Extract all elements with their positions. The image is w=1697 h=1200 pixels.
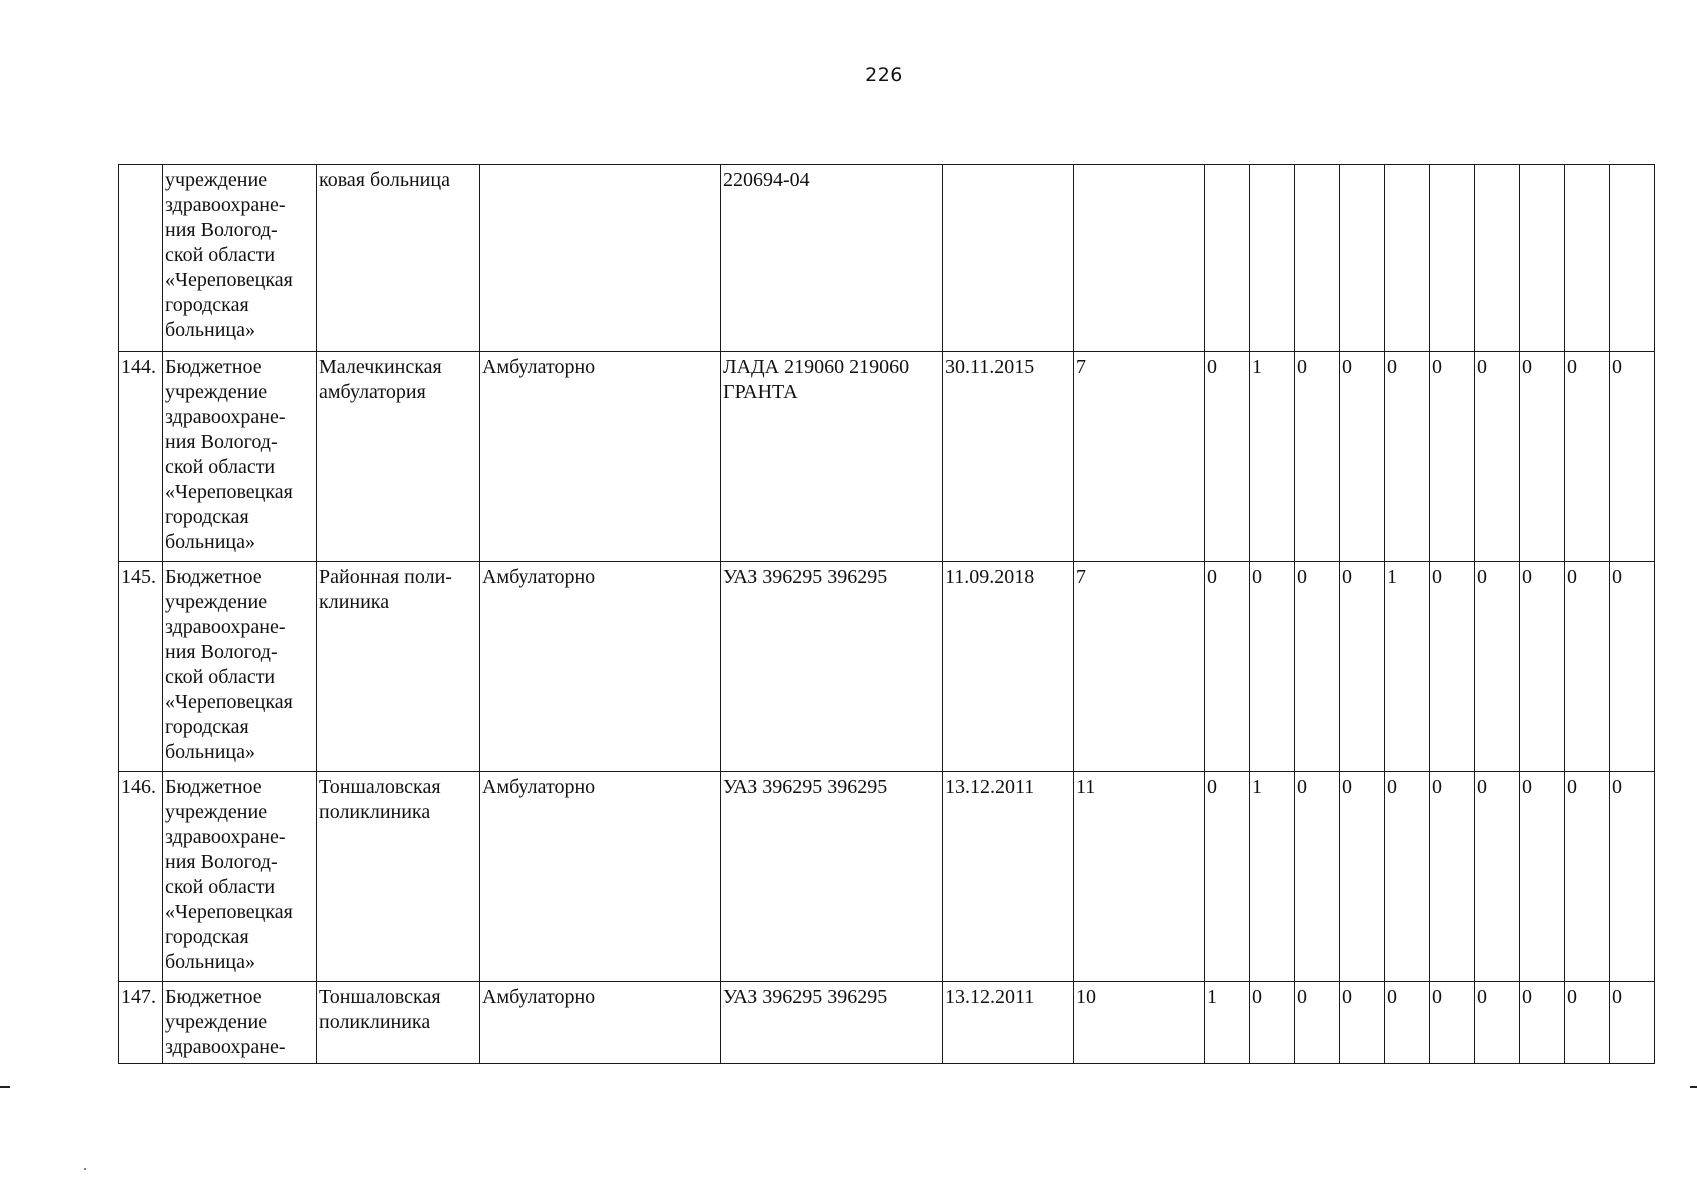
flag-cell: 0 bbox=[1520, 772, 1565, 982]
date-cell bbox=[943, 165, 1074, 352]
vehicle-cell: ЛАДА 219060 219060 ГРАНТА bbox=[721, 352, 943, 562]
row-number-cell bbox=[119, 165, 163, 352]
row-number-cell: 144. bbox=[119, 352, 163, 562]
table-row bbox=[119, 982, 1655, 1064]
date-cell: 13.12.2011 bbox=[943, 772, 1074, 982]
table-row bbox=[119, 352, 1655, 562]
flag-cell: 0 bbox=[1520, 562, 1565, 772]
subdivision-cell: Тоншаловская поликлиника bbox=[317, 982, 480, 1064]
flag-cell: 0 bbox=[1385, 772, 1430, 982]
page-number: 226 bbox=[865, 64, 903, 86]
care-mode-cell: Амбулаторно bbox=[480, 562, 721, 772]
table-row bbox=[119, 772, 1655, 982]
subdivision-cell: ковая больница bbox=[317, 165, 480, 352]
date-cell: 30.11.2015 bbox=[943, 352, 1074, 562]
flag-cell: 0 bbox=[1340, 562, 1385, 772]
subdivision-cell: Тоншаловская поликлиника bbox=[317, 772, 480, 982]
flag-cell: 0 bbox=[1250, 562, 1295, 772]
care-mode-cell bbox=[480, 165, 721, 352]
flag-cell: 0 bbox=[1520, 352, 1565, 562]
age-cell: 10 bbox=[1074, 982, 1205, 1064]
flag-cell: 0 bbox=[1385, 352, 1430, 562]
flag-cell: 0 bbox=[1475, 562, 1520, 772]
age-cell bbox=[1074, 165, 1205, 352]
date-cell: 13.12.2011 bbox=[943, 982, 1074, 1064]
flag-cell: 0 bbox=[1295, 352, 1340, 562]
flag-cell: 0 bbox=[1475, 772, 1520, 982]
flag-cell: 0 bbox=[1610, 982, 1655, 1064]
flag-cell: 0 bbox=[1205, 562, 1250, 772]
table-row bbox=[119, 165, 1655, 352]
flag-cell: 0 bbox=[1565, 982, 1610, 1064]
subdivision-cell: Районная поли-клиника bbox=[317, 562, 480, 772]
flag-cell: 0 bbox=[1475, 352, 1520, 562]
flag-cell: 0 bbox=[1565, 562, 1610, 772]
flag-cell bbox=[1205, 165, 1250, 352]
flag-cell bbox=[1565, 165, 1610, 352]
vehicle-cell: 220694-04 bbox=[721, 165, 943, 352]
flag-cell: 0 bbox=[1520, 982, 1565, 1064]
flag-cell: 0 bbox=[1205, 772, 1250, 982]
scan-speck bbox=[84, 1168, 86, 1170]
flag-cell: 0 bbox=[1250, 982, 1295, 1064]
flag-cell: 0 bbox=[1430, 982, 1475, 1064]
flag-cell: 1 bbox=[1250, 352, 1295, 562]
flag-cell: 0 bbox=[1295, 562, 1340, 772]
flag-cell: 1 bbox=[1385, 562, 1430, 772]
flag-cell bbox=[1430, 165, 1475, 352]
table-row bbox=[119, 562, 1655, 772]
organization-cell: Бюджетное учреждение здравоохране- bbox=[163, 982, 317, 1064]
flag-cell: 0 bbox=[1340, 982, 1385, 1064]
flag-cell: 0 bbox=[1295, 982, 1340, 1064]
organization-cell: учреждение здравоохране-ния Вологод-ской области «Череповецкая городская больница» bbox=[163, 165, 317, 352]
flag-cell: 0 bbox=[1340, 352, 1385, 562]
vehicle-register-table bbox=[118, 164, 1655, 1064]
age-cell: 11 bbox=[1074, 772, 1205, 982]
flag-cell: 0 bbox=[1610, 352, 1655, 562]
row-number-cell: 146. bbox=[119, 772, 163, 982]
organization-cell: Бюджетное учреждение здравоохране-ния Вологод-ской области «Череповецкая городская больница» bbox=[163, 352, 317, 562]
flag-cell: 1 bbox=[1205, 982, 1250, 1064]
flag-cell: 0 bbox=[1340, 772, 1385, 982]
flag-cell bbox=[1250, 165, 1295, 352]
flag-cell: 0 bbox=[1565, 352, 1610, 562]
care-mode-cell: Амбулаторно bbox=[480, 772, 721, 982]
flag-cell bbox=[1385, 165, 1430, 352]
scan-edge-mark bbox=[0, 1086, 10, 1088]
row-number-cell: 145. bbox=[119, 562, 163, 772]
row-number-cell: 147. bbox=[119, 982, 163, 1064]
age-cell: 7 bbox=[1074, 562, 1205, 772]
subdivision-cell: Малечкинская амбулатория bbox=[317, 352, 480, 562]
organization-cell: Бюджетное учреждение здравоохране-ния Вологод-ской области «Череповецкая городская больница» bbox=[163, 772, 317, 982]
flag-cell: 0 bbox=[1430, 562, 1475, 772]
vehicle-cell: УАЗ 396295 396295 bbox=[721, 562, 943, 772]
vehicle-cell: УАЗ 396295 396295 bbox=[721, 982, 943, 1064]
flag-cell bbox=[1340, 165, 1385, 352]
flag-cell bbox=[1475, 165, 1520, 352]
flag-cell: 0 bbox=[1610, 772, 1655, 982]
care-mode-cell: Амбулаторно bbox=[480, 982, 721, 1064]
date-cell: 11.09.2018 bbox=[943, 562, 1074, 772]
flag-cell: 0 bbox=[1565, 772, 1610, 982]
flag-cell bbox=[1610, 165, 1655, 352]
flag-cell: 1 bbox=[1250, 772, 1295, 982]
age-cell: 7 bbox=[1074, 352, 1205, 562]
organization-cell: Бюджетное учреждение здравоохране-ния Вологод-ской области «Череповецкая городская больница» bbox=[163, 562, 317, 772]
flag-cell: 0 bbox=[1610, 562, 1655, 772]
scan-edge-mark bbox=[1690, 1086, 1697, 1088]
vehicle-cell: УАЗ 396295 396295 bbox=[721, 772, 943, 982]
flag-cell bbox=[1520, 165, 1565, 352]
flag-cell: 0 bbox=[1205, 352, 1250, 562]
flag-cell: 0 bbox=[1295, 772, 1340, 982]
flag-cell: 0 bbox=[1430, 352, 1475, 562]
flag-cell: 0 bbox=[1385, 982, 1430, 1064]
flag-cell: 0 bbox=[1430, 772, 1475, 982]
flag-cell bbox=[1295, 165, 1340, 352]
flag-cell: 0 bbox=[1475, 982, 1520, 1064]
care-mode-cell: Амбулаторно bbox=[480, 352, 721, 562]
